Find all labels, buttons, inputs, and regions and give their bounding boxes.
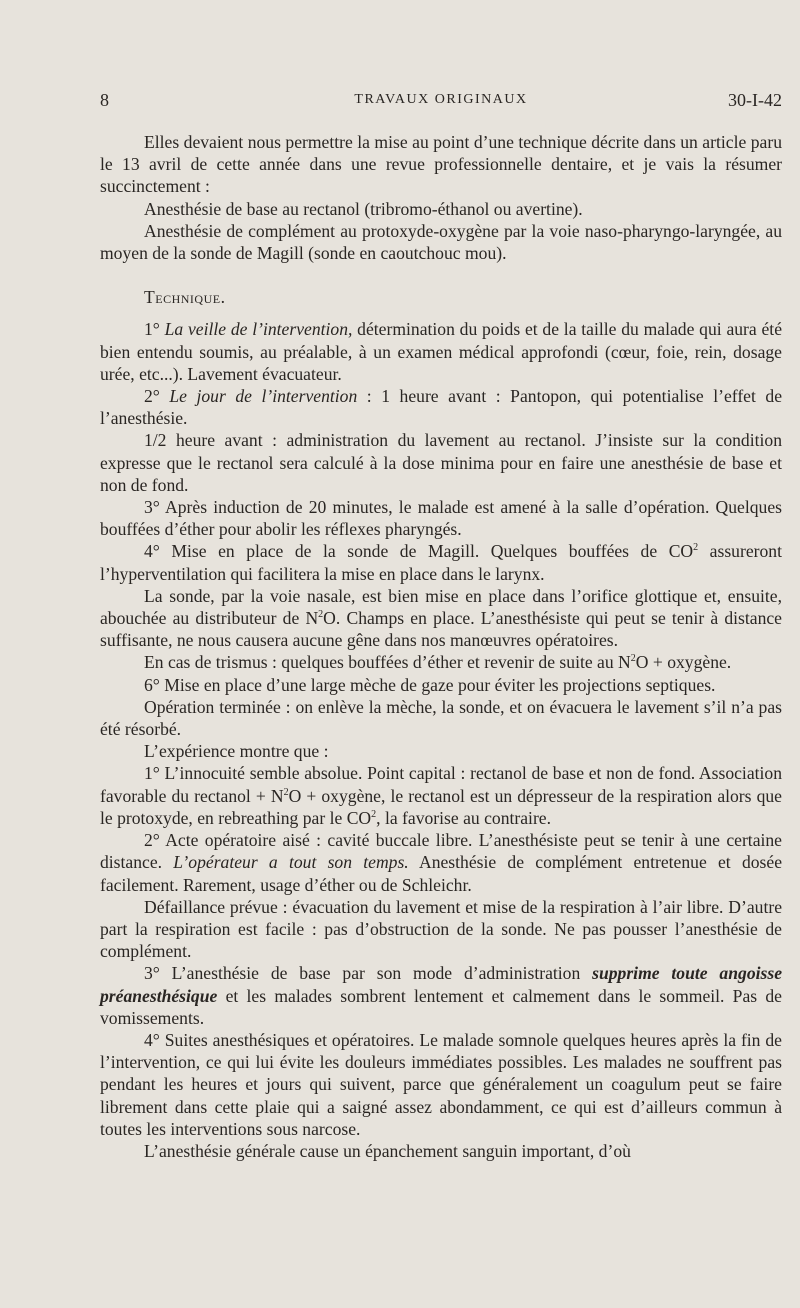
text-run: O + oxygène, le rectanol est un dépresseur de la respiration alors que le protoxyde, en rebreathing par le CO: [100, 785, 782, 828]
paragraph: [100, 674, 782, 696]
paragraph: [100, 896, 782, 963]
paragraph: [100, 496, 782, 540]
text-run: assureront l’hyperventilation qui facilitera la mise en place dans le larynx.: [100, 541, 782, 584]
text-run: 1° L’innocuité semble absolue. Point capital : rectanol de base et non de fond. Association favorable du rectanol + N: [100, 763, 782, 806]
text-run: 1/2 heure avant : administration du lavement au rectanol. J’insiste sur la condition expresse que le rectanol sera calculé à la dose minima pour en faire une anesthésie de base et non de fond.: [100, 430, 782, 495]
text-run: Anesthésie de complément entretenue et dosée facilement. Rarement, usage d’éther ou de Schleichr.: [100, 852, 783, 895]
text-run: : 1 heure avant : Pantopon, qui potentialise l’effet de l’anesthésie.: [100, 386, 783, 429]
subscript-numeral: 2: [283, 786, 289, 798]
subscript-numeral: 2: [318, 609, 324, 621]
text-run: et les malades sombrent lentement et calmement dans le sommeil. Pas de vomissements.: [100, 985, 782, 1028]
paragraph: [100, 220, 782, 264]
text-run: 3° L’anesthésie de base par son mode d’administration: [144, 963, 593, 984]
text-run: 3° Après induction de 20 minutes, le malade est amené à la salle d’opération. Quelques bouffées d’éther pour abolir les réflexes pharyngés.: [100, 497, 782, 540]
paragraph: [100, 540, 782, 584]
text-run: 4° Suites anesthésiques et opératoires. Le malade somnole quelques heures après la fin de l’intervention, ce qui lui évite les douleurs immédiates possibles. Les malades ne souffrent pas pendant les heures et jours qui suivent, parce que généralement un coagulum peut se faire librement dans cette plaie qui a saigné assez abondamment, ce qui est d’ailleurs commun à toutes les interventions sous narcose.: [100, 1029, 782, 1139]
paragraph: [100, 286, 782, 308]
text-run: Le jour de l’intervention: [169, 386, 358, 407]
text-run: 2° Acte opératoire aisé : cavité buccale libre. L’anesthésiste peut se tenir à une certaine distance.: [100, 830, 782, 873]
paragraph: [100, 429, 782, 496]
article-body: [100, 131, 782, 1162]
text-run: La veille de l’intervention,: [164, 319, 353, 340]
text-run: Opération terminée : on enlève la mèche, la sonde, et on évacuera le lavement s’il n’a pas été résorbé.: [100, 696, 782, 740]
text-run: Défaillance prévue : évacuation du lavement et mise de la respiration à l’air libre. D’autre part la respiration est facile : pas d’obstruction de la sonde. Ne pas pousser l’anesthésie de complément.: [100, 896, 782, 962]
paragraph: [100, 1029, 782, 1140]
page-number: 8: [100, 90, 109, 110]
text-run: L’expérience montre que :: [144, 741, 329, 762]
text-run: Anesthésie de base au rectanol (tribromo-éthanol ou avertine).: [144, 198, 583, 219]
text-run: supprime toute angoisse préanesthésique: [100, 963, 783, 1006]
text-run: 6° Mise en place d’une large mèche de gaze pour éviter les projections septiques.: [144, 674, 716, 695]
text-run: 4° Mise en place de la sonde de Magill. Quelques bouffées de CO: [144, 541, 694, 562]
text-run: 2°: [144, 386, 170, 407]
paragraph: [100, 696, 782, 740]
paragraph: [100, 740, 782, 762]
issue-date: 30-I-42: [728, 90, 782, 110]
text-run: L’anesthésie générale cause un épanchement sanguin important, d’où: [144, 1140, 631, 1161]
text-run: Technique.: [144, 287, 226, 308]
subscript-numeral: 2: [630, 653, 636, 665]
paragraph: [100, 318, 782, 385]
text-run: En cas de trismus : quelques bouffées d’éther et revenir de suite au N: [144, 652, 631, 673]
paragraph: [100, 962, 782, 1029]
paragraph: [100, 131, 782, 198]
paragraph: [100, 585, 782, 652]
text-run: détermination du poids et de la taille du malade qui aura été bien entendu soumis, au préalable, à un examen médical approfondi (cœur, foie, rein, dosage urée, etc...). Lavement évacuateur.: [100, 319, 782, 384]
text-run: Anesthésie de complément au protoxyde-oxygène par la voie naso-pharyngo-laryngée, au moyen de la sonde de Magill (sonde en caoutchouc mou).: [100, 220, 782, 264]
running-title: TRAVAUX ORIGINAUX: [354, 92, 528, 107]
paragraph: [100, 651, 782, 673]
text-run: L’opérateur a tout son temps.: [173, 852, 409, 873]
running-header: [100, 90, 782, 114]
paragraph: [100, 385, 782, 429]
text-run: Elles devaient nous permettre la mise au point d’une technique décrite dans un article paru le 13 avril de cette année dans une revue professionnelle dentaire, et je vais la résumer succinctement :: [100, 132, 782, 197]
text-run: 1°: [144, 319, 165, 340]
text-run: O + oxygène.: [635, 652, 732, 673]
paragraph: [100, 198, 782, 220]
subscript-numeral: 2: [371, 809, 377, 821]
text-run: O. Champs en place. L’anesthésiste qui peut se tenir à distance suffisante, ne nous causera aucune gêne dans nos manœuvres opératoires.: [100, 608, 782, 651]
subscript-numeral: 2: [693, 542, 699, 554]
paragraph: [100, 762, 782, 829]
paragraph: [100, 1140, 782, 1162]
text-run: La sonde, par la voie nasale, est bien mise en place dans l’orifice glottique et, ensuite, abouchée au distributeur de N: [100, 585, 782, 629]
text-run: , la favorise au contraire.: [376, 807, 552, 828]
paragraph: [100, 829, 782, 896]
